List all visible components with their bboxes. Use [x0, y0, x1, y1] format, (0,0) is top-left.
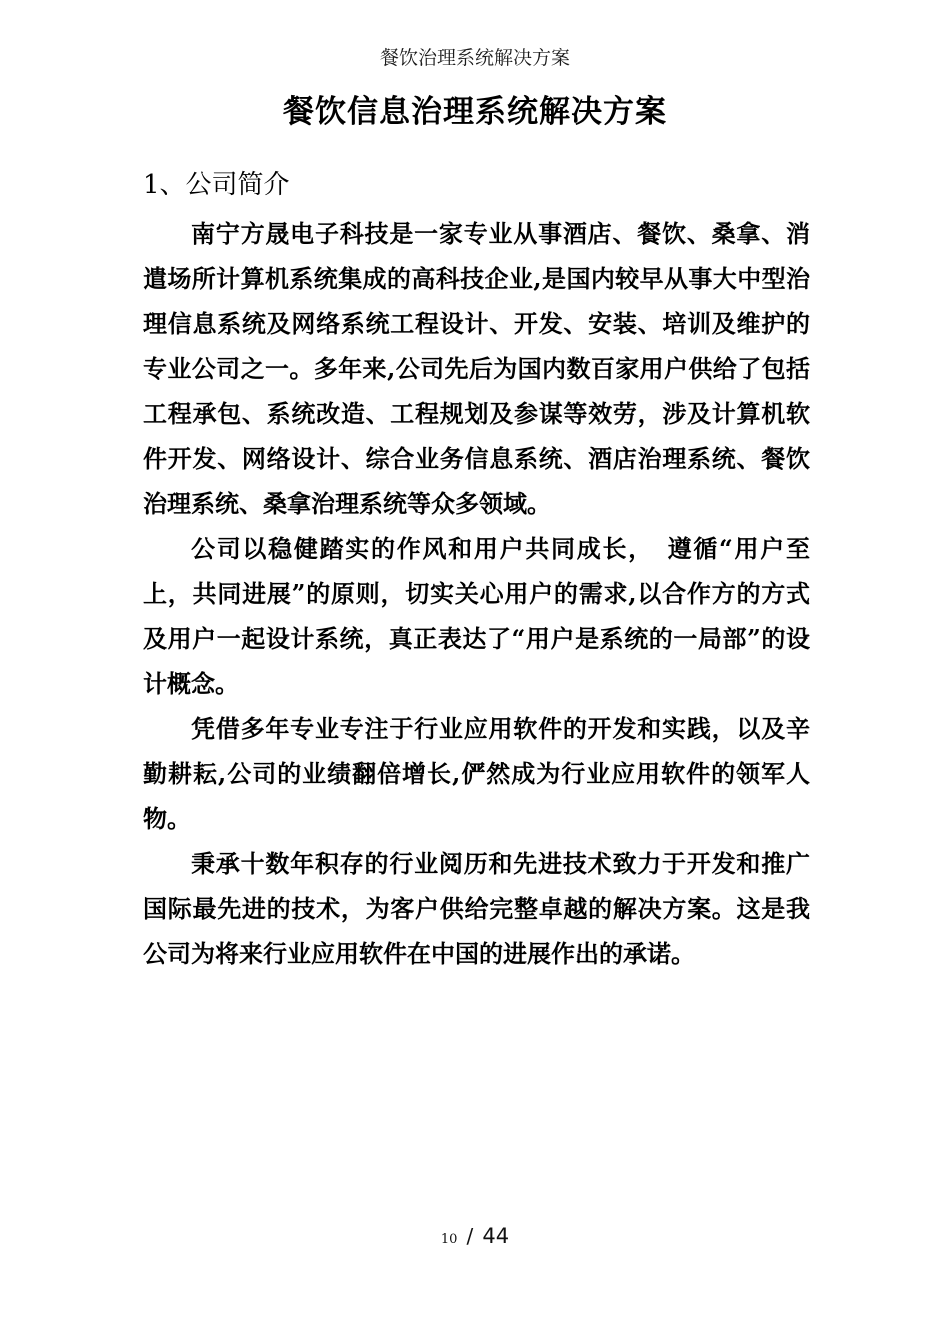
document-body: [143, 169, 810, 976]
paragraph-company-intro: 南宁方晟电子科技是一家专业从事酒店、餐饮、桑拿、消遣场所计算机系统集成的高科技企业,是国内较早从事大中型治理信息系统及网络系统工程设计、开发、安装、培训及维护的专业公司之一。多年来,公司先后为国内数百家用户供给了包括工程承包、系统改造、工程规划及参谋等效劳，涉及计算机软件开发、网络设计、综合业务信息系统、酒店治理系统、餐饮治理系统、桑拿治理系统等众多领域。: [143, 219, 810, 518]
total-page-count: 44: [482, 1224, 510, 1248]
page-footer: [0, 1224, 950, 1248]
current-page-number: 10: [440, 1232, 458, 1247]
paragraph-industry-experience: 凭借多年专业专注于行业应用软件的开发和实践，以及辛勤耕耘,公司的业绩翻倍增长,俨然成为行业应用软件的领军人物。: [143, 714, 810, 833]
paragraph-user-principle: 公司以稳健踏实的作风和用户共同成长， 遵循“用户至上，共同进展”的原则，切实关心用户的需求,以合作方的方式及用户一起设计系统，真正表达了“用户是系统的一局部”的设计概念。: [143, 534, 810, 698]
section-heading: 1、公司简介: [143, 170, 290, 200]
document-title: 餐饮信息治理系统解决方案: [283, 94, 667, 130]
running-header: 餐饮治理系统解决方案: [379, 47, 570, 69]
paragraph-commitment: 秉承十数年积存的行业阅历和先进技术致力于开发和推广国际最先进的技术，为客户供给完整卓越的解决方案。这是我公司为将来行业应用软件在中国的进展作出的承诺。: [143, 849, 810, 968]
page-number-separator: /: [466, 1224, 474, 1248]
